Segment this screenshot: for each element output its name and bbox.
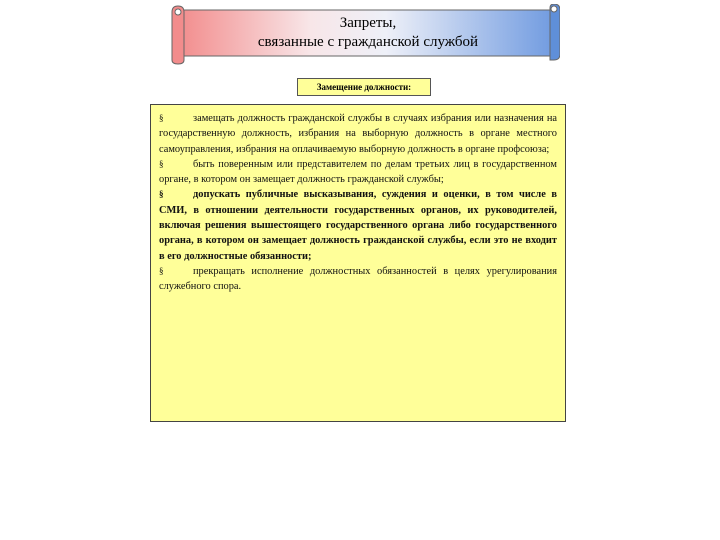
list-item-text: замещать должность гражданской службы в случаях избрания или назначения на государственную должность, избрания на выборную должность в органе местного самоуправления, избрания на оплачиваемую выборную должность в органе профсоюза; [159, 113, 557, 155]
list-item-text: прекращать исполнение должностных обязанностей в целях урегулирования служебного спора. [159, 265, 557, 293]
page-title: Запреты, [339, 15, 397, 31]
list-item [159, 187, 557, 263]
prohibitions-list [150, 104, 566, 422]
page-subtitle: связанные с гражданской службой [257, 34, 479, 50]
section-label: Замещение должности: [297, 78, 431, 96]
list-item [159, 157, 557, 188]
banner-text [186, 14, 550, 52]
list-item-text: допускать публичные высказывания, суждения и оценки, в том числе в СМИ, в отношении деятельности государственных органов, их руководителей, включая решения вышестоящего государственного органа либо государственного органа, в котором он замещает должность гражданской службы, если это не входит в его должностные обязанности; [159, 189, 557, 262]
list-item [159, 111, 557, 157]
bullet-icon: § [159, 158, 164, 169]
bullet-icon: § [159, 113, 164, 123]
bullet-icon: § [159, 265, 164, 276]
list-item [159, 264, 557, 295]
bullet-icon: § [159, 189, 164, 200]
title-banner [168, 4, 560, 62]
list-item-text: быть поверенным или представителем по делам третьих лиц в государственном органе, в котором он замещает должность гражданской службы; [159, 158, 557, 186]
